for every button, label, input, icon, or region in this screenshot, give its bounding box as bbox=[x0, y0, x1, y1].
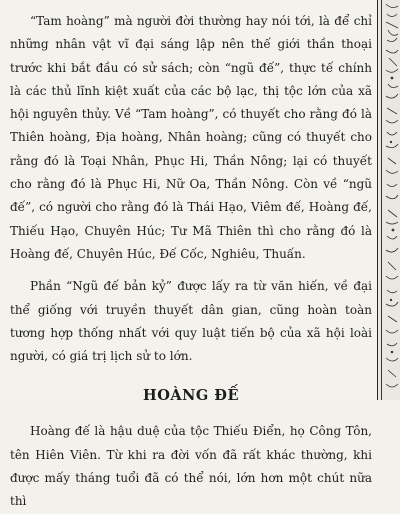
border-rule bbox=[381, 0, 382, 400]
text-column bbox=[10, 10, 372, 514]
ornament-illustration bbox=[384, 0, 400, 400]
paragraph-hoang-de-intro: Hoàng đế là hậu duệ của tộc Thiếu Điển, họ Công Tôn, tên Hiên Viên. Từ khi ra đời vốn đã rất khác thường, khi được mấy tháng tuổi đã có thể nói, lớn hơn một chút nữa thì bbox=[10, 424, 372, 509]
decorative-border bbox=[377, 0, 400, 400]
section-heading: HOÀNG ĐẾ bbox=[143, 387, 239, 405]
paragraph-tam-hoang-ngu-de: “Tam hoàng” mà người đời thường hay nói tới, là để chỉ những nhân vật vĩ đại sáng lập nên thế giới thần thoại trước khi bắt đầu có sử sách; còn “ngũ đế”, thực tế chính là các thủ lĩnh kiệt xuất của các bộ lạc, thị tộc lớn của xã hội nguyên thủy. Về “Tam hoàng”, có thuyết cho rằng đó là Thiên hoàng, Địa hoàng, Nhân hoàng; cũng có thuyết cho rằng đó là Toại Nhân, Phục Hi, Thần Nông; lại có thuyết cho rằng đó là Phục Hi, Nữ Oa, Thần Nông. Còn về “ngũ đế”, có người cho rằng đó là Thái Hạo, Viêm đế, Hoàng đế, Thiếu Hạo, Chuyên Húc; Tư Mã Thiên thì cho rằng đó là Hoàng đế, Chuyên Húc, Đế Cốc, Nghiêu, Thuấn. bbox=[10, 14, 372, 261]
paragraph-ngu-de-ban-ky: Phần “Ngũ đế bản kỷ” được lấy ra từ văn hiến, về đại thể giống với truyền thuyết dân gian, cũng hoàn toàn tương hợp thống nhất với quy luật tiến bộ của xã hội loài người, có giá trị lịch sử to lớn. bbox=[10, 279, 372, 364]
paragraph-gap bbox=[10, 266, 372, 275]
